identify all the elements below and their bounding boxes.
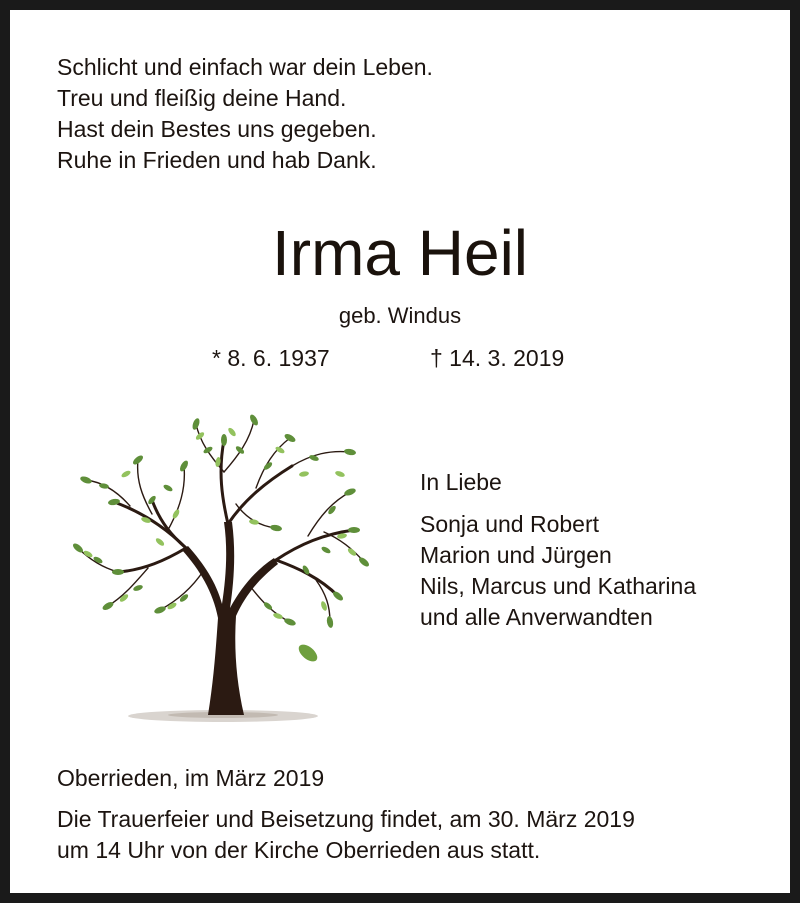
poem-line: Schlicht und einfach war dein Leben. <box>57 54 433 80</box>
mourners-lead: In Liebe <box>420 469 502 495</box>
death-date: † 14. 3. 2019 <box>430 345 565 371</box>
mourner-line: und alle Anverwandten <box>420 604 653 630</box>
mourner-line: Marion und Jürgen <box>420 542 612 568</box>
funeral-info <box>57 804 635 866</box>
funeral-line: Die Trauerfeier und Beisetzung findet, am 30. März 2019 <box>57 806 635 832</box>
poem-line: Treu und fleißig deine Hand. <box>57 85 347 111</box>
mourner-line: Nils, Marcus und Katharina <box>420 573 697 599</box>
tree-icon <box>68 410 378 730</box>
mourners <box>420 467 696 633</box>
poem <box>57 52 433 176</box>
funeral-line: um 14 Uhr von der Kirche Oberrieden aus statt. <box>57 837 541 863</box>
mourner-line: Sonja und Robert <box>420 511 600 537</box>
poem-line: Ruhe in Frieden und hab Dank. <box>57 147 377 173</box>
maiden-name: geb. Windus <box>338 303 462 328</box>
deceased-name: Irma Heil <box>271 217 529 289</box>
poem-line: Hast dein Bestes uns gegeben. <box>57 116 377 142</box>
place-date: Oberrieden, im März 2019 <box>57 765 325 791</box>
birth-date: * 8. 6. 1937 <box>212 345 330 371</box>
